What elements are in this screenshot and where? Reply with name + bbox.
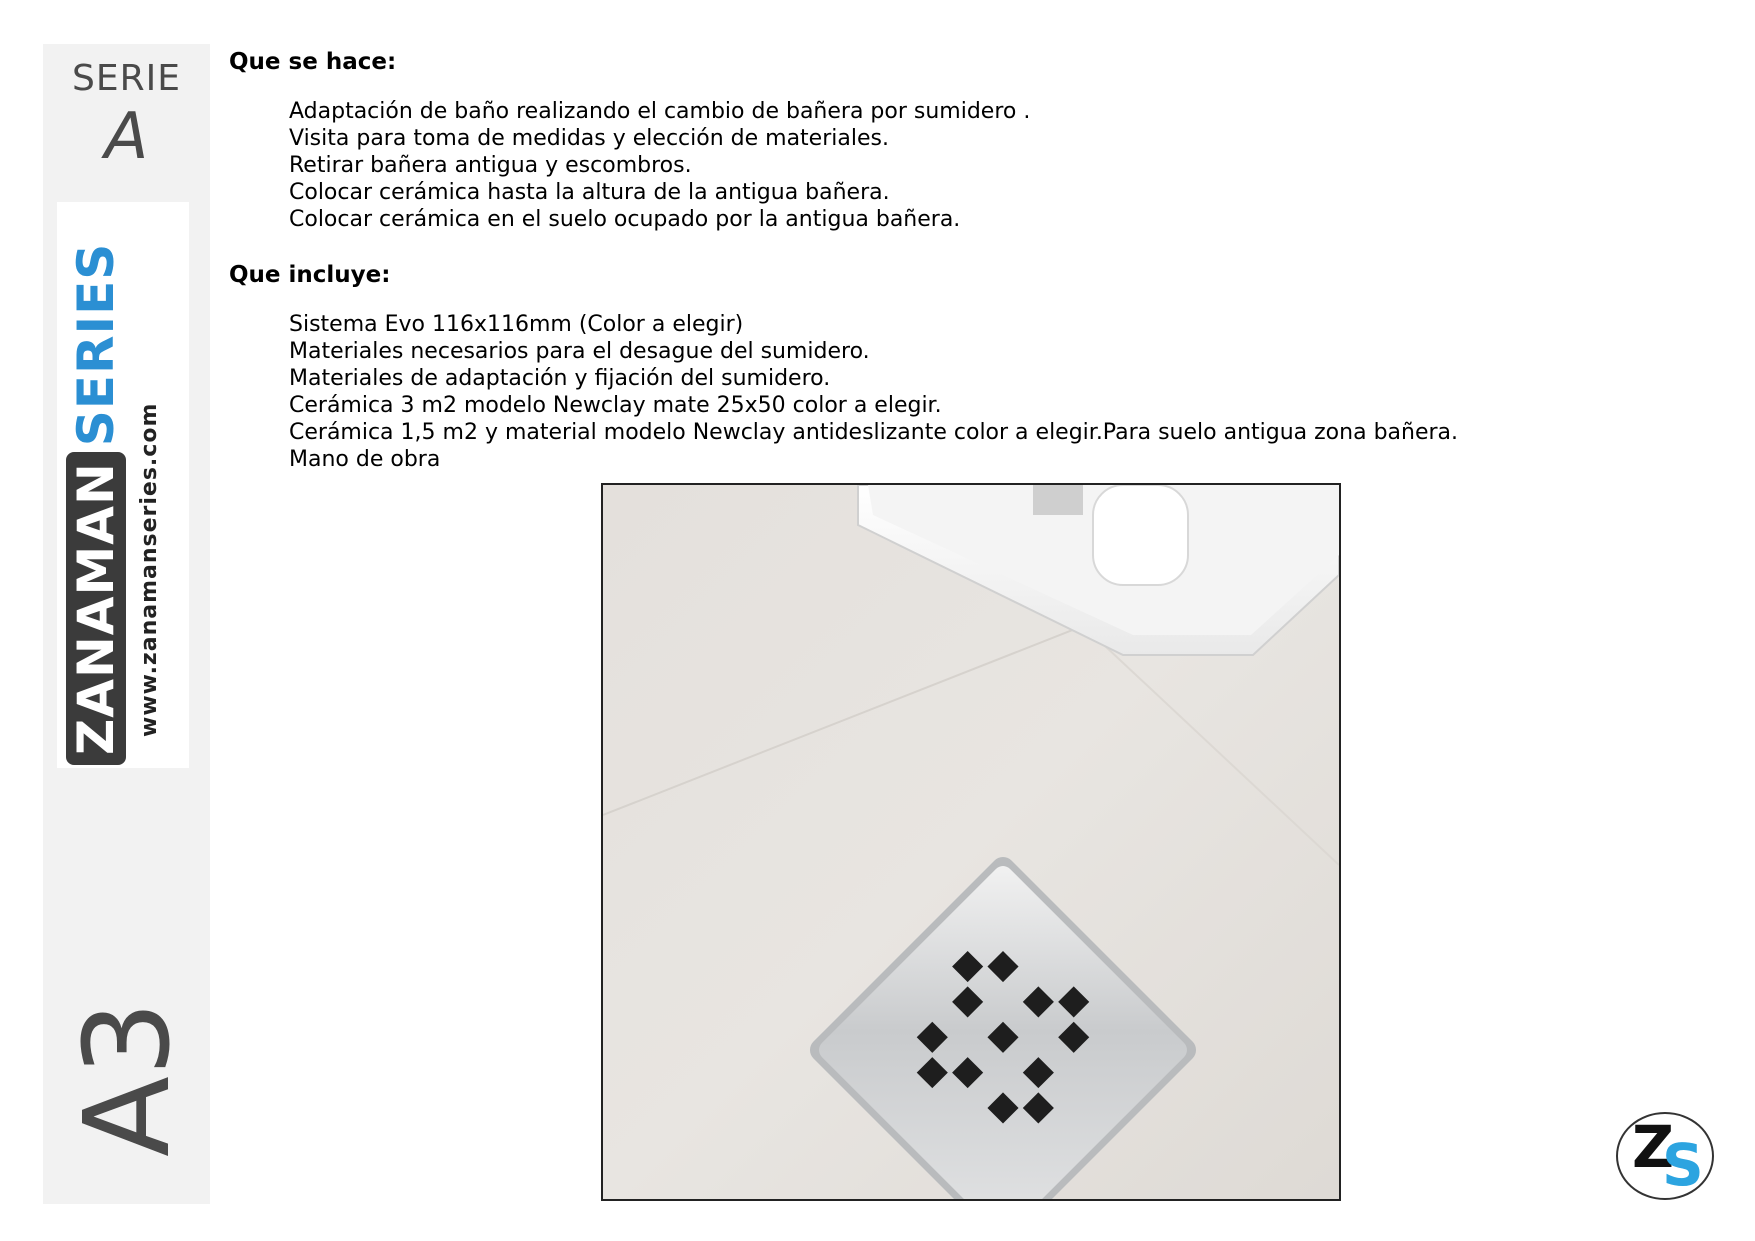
brand-logo	[57, 202, 189, 768]
list-item: Visita para toma de medidas y elección de materiales.	[289, 126, 889, 151]
drain-image	[603, 485, 1339, 1199]
list-item: Cerámica 3 m2 modelo Newclay mate 25x50 color a elegir.	[289, 393, 942, 418]
section-heading-que-se-hace: Que se hace:	[229, 49, 397, 75]
que-se-hace-list	[229, 98, 1709, 233]
list-item: Colocar cerámica hasta la altura de la antigua bañera.	[289, 180, 890, 205]
shower-drain-photo	[601, 483, 1341, 1201]
zs-logo	[1616, 1112, 1714, 1200]
list-item: Materiales necesarios para el desague del sumidero.	[289, 339, 870, 364]
logo-letter-z: Z	[1632, 1113, 1675, 1181]
serie-label: SERIE	[72, 58, 181, 99]
product-code: A3	[58, 1001, 196, 1157]
list-item: Adaptación de baño realizando el cambio de bañera por sumidero .	[289, 99, 1031, 124]
logo-letter-s: S	[1662, 1131, 1704, 1199]
main-content	[229, 44, 1709, 473]
brand-zanaman: ZANAMAN	[66, 452, 126, 765]
que-incluye-list	[229, 311, 1709, 473]
list-item: Materiales de adaptación y fijación del sumidero.	[289, 366, 831, 391]
list-item: Sistema Evo 116x116mm (Color a elegir)	[289, 312, 744, 337]
brand-series: SERIES	[67, 242, 125, 447]
list-item: Mano de obra	[289, 447, 441, 472]
website-url: www.zanamanseries.com	[137, 402, 162, 737]
sidebar	[43, 44, 210, 1204]
list-item: Cerámica 1,5 m2 y material modelo Newclay antideslizante color a elegir.Para suelo antigua zona bañera.	[289, 420, 1459, 445]
list-item: Colocar cerámica en el suelo ocupado por la antigua bañera.	[289, 207, 961, 232]
list-item: Retirar bañera antigua y escombros.	[289, 153, 692, 178]
section-heading-que-incluye: Que incluye:	[229, 262, 391, 288]
serie-letter: A	[104, 100, 149, 174]
